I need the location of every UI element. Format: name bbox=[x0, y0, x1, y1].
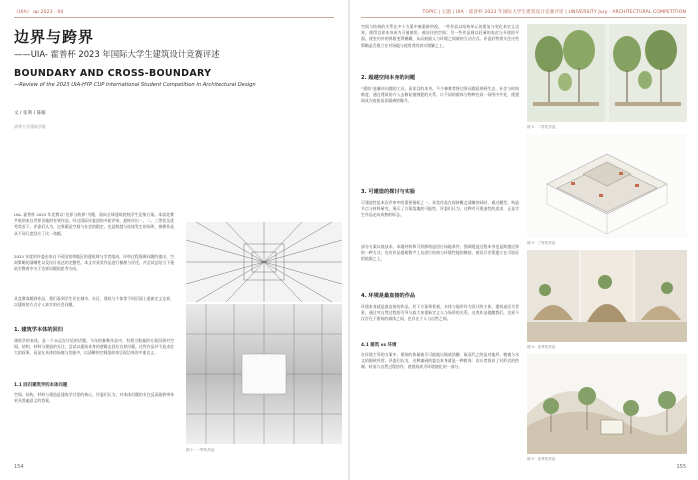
figure-1-sketch bbox=[186, 222, 342, 302]
article-title-en: BOUNDARY AND CROSS-BOUNDARY bbox=[14, 68, 212, 79]
intro-paragraph-2: 2023 年度的评委由来自不同国家和地区的建筑师与学者组成，评审过程强调问题的提出、空间策略的清晰性以及设计表达的完整性。本文对获奖作品进行梳理与评述，并尝试总结当下建筑学教育中关于边界问题的思考方向。 bbox=[14, 254, 174, 272]
figure-3-caption: 图 3 · 三等奖作品 bbox=[527, 241, 556, 245]
figure-2-caption: 图 2 · 二等奖作品 bbox=[527, 125, 556, 129]
intro-paragraph-1: UIA- 霍普杯 2023 年竞赛以“边界与跨界”为题，面向全球建筑院校学生征集方案。本届竞赛共收到来自世界各地的有效作品，经过国际评委团的多轮评审，最终评出一、二、三等奖及优秀奖若干。评委们认为，边界既是空间与社会的限定，也是跨越与连接发生的场所，参赛作品从不同尺度回应了这一命题。 bbox=[14, 212, 174, 236]
article-title-cn: 边界与跨界 bbox=[14, 28, 95, 46]
section-2-heading: 2. 超越空间本身的问题 bbox=[361, 75, 416, 81]
section-1-1-heading: 1.1 回归建筑学的本体问题 bbox=[14, 383, 68, 388]
intro-paragraph-3: 从竞赛命题到作品，我们看到学生们在城市、社区、建筑与个体等不同层面上重新定义边界，以建筑的方式介入真实的社会问题。 bbox=[14, 296, 174, 308]
section-3-paragraph: 可建造性是本次评审中的重要指标之一。获奖作品在保持概念清晰的同时，通过模型、构造节点与材料研究，展示了方案落地的可能性。评委们认为，这种对可建造性的追求，正是学生作品走向成熟的标志。 bbox=[361, 200, 519, 218]
figure-1-rendering bbox=[186, 304, 342, 444]
right-page-number: 155 bbox=[676, 464, 686, 470]
right-page bbox=[349, 0, 698, 480]
figure-3-axonometric bbox=[527, 134, 687, 238]
section-1-paragraph: 建筑学的本体，是一个永远在讨论的话题。今年的参赛作品中，有相当数量的方案回到对空间、结构、材料与建造的关注，尝试以建筑本身的逻辑去回应边界问题。这些作品并不追求宏大的叙事，而是在具体的场地与功能中，以清晰的空间组织来呈现边界的多重含义。 bbox=[14, 338, 174, 356]
figure-5-caption: 图 5 · 优秀奖作品 bbox=[527, 457, 556, 461]
section-4-paragraph: 环境本身就是最直接的作品。若干方案将景观、水体与地形作为设计的主体，建筑退居为背景，通过对自然过程的引导与放大来重新定义人与场所的关系。这类作品提醒我们，边界不仅存在于建筑的墙体之间，也存在于人与自然之间。 bbox=[361, 304, 519, 322]
article-subtitle-en: —Review of the 2023 UIA-HYP CUP International Student Competition in Architectural Design bbox=[14, 82, 256, 88]
section-2-paragraph: “建筑”是解决问题的工具，而非目的本身。不少参赛者将边界问题延伸到生态、社会与时间维度，通过建筑的介入去修复被割裂的关系，让不同的群体与物种在同一场所中共处，使建筑成为连接而非隔离的媒介。 bbox=[361, 86, 519, 104]
author-line: 文 / 张利 / 陈雁 bbox=[14, 111, 46, 116]
section-4-1-paragraph: 在环境主导的方案中，建筑的体量被尽可能地压缩或消解，取而代之的是对地形、植被与水文的细致经营。评委们认为，这种谦逊的姿态本身就是一种跨界：设计者放弃了对形式的控制，转而与自然过程协作，使建筑成为环境演化的一部分。 bbox=[361, 352, 519, 370]
left-page-number: 154 bbox=[14, 464, 24, 470]
section-4-heading: 4. 环境是最直接的作品 bbox=[361, 293, 416, 299]
figure-5-drawing bbox=[527, 354, 687, 454]
author-affiliation: 清华大学建筑学院 bbox=[14, 124, 46, 129]
left-header-rule bbox=[14, 17, 334, 18]
section-3-heading: 3. 可建造的探讨与实验 bbox=[361, 189, 416, 195]
section-1-heading: 1. 建筑学本体的回归 bbox=[14, 327, 63, 333]
right-running-header: TOPIC | 主题 | UIA - 霍普杯 2023 年国际大学生建筑设计竞赛评述 | UNIVERSITY Jury · ARCHITECTURAL COMPETITION bbox=[422, 10, 686, 15]
section-1-1-paragraph: 空间、结构、材料与建造是建筑学讨论的核心，评委们认为，对本体问题的专注反而能够带来更具普遍意义的答案。 bbox=[14, 392, 174, 404]
figure-2-rendering bbox=[527, 24, 687, 122]
figure-4-rendering bbox=[527, 250, 687, 342]
article-subtitle-cn: ——UIA- 霍普杯 2023 年国际大学生建筑设计竞赛评述 bbox=[14, 49, 220, 59]
section-4-1-heading: 4.1 建筑 vs 环境 bbox=[361, 343, 397, 348]
figure-4-caption: 图 4 · 优秀奖作品 bbox=[527, 345, 556, 349]
right-intro-paragraph: 空间与结构的关系在多个方案中被重新审视。一些作品以结构单元的重复与变化来定义边界，使得边界本身成为可被使用、被居住的空间；另一些作品则以轻薄的表皮与开放的平面，使室内外的界限变得模糊，从而鼓励人与环境之间新的互动方式。评委们特别关注这些策略是否建立在对场地与使用者的真实理解之上。 bbox=[361, 24, 519, 48]
figure-1-caption: 图 1 · 一等奖作品 bbox=[186, 448, 215, 452]
section-3-paragraph-2: 部分方案以低技术、本地材料和可拆卸构造回应场地条件，强调建造过程本身也是跨越边界的一种方式；也有作品借助数字工具进行结构与环境性能的模拟，使设计决策建立在可验证的依据之上。 bbox=[361, 244, 519, 262]
left-running-header: 《UIA》 ap 2023 · 04 bbox=[14, 10, 64, 15]
right-header-rule bbox=[361, 17, 686, 18]
